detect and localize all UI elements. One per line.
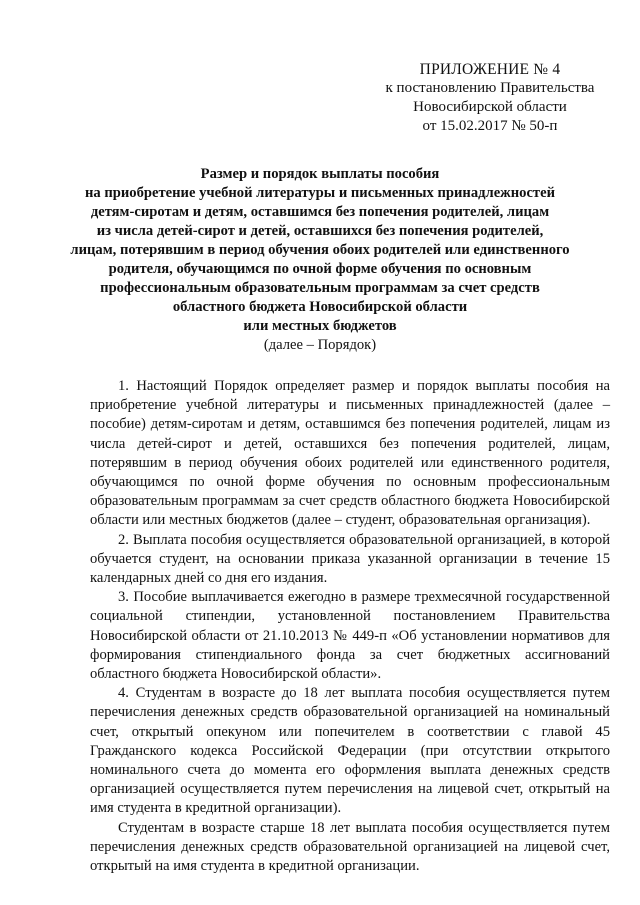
document-body (90, 377, 610, 876)
appendix-line-2: Новосибирской области (413, 99, 567, 115)
heading-line: профессиональным образовательным программам за счет средств (100, 280, 540, 296)
appendix-line-1: к постановлению Правительства (385, 80, 595, 96)
heading-line: Размер и порядок выплаты пособия (200, 166, 440, 182)
paragraph-2: 2. Выплата пособия осуществляется образовательной организацией, в которой обучается студент, на основании приказа указанной организации в течение 15 календарных дней со дня его издания. (90, 531, 610, 587)
heading-line: на приобретение учебной литературы и письменных принадлежностей (85, 185, 555, 201)
paragraph-1: 1. Настоящий Порядок определяет размер и порядок выплаты пособия на приобретение учебной литературы и письменных принадлежностей (далее – пособие) детям-сиротам и детям, оставшимся без попечения родителей, лицам из числа детей-сирот и детей, оставшихся без попечения родителей, лицам, потерявшим в период обучения обоих родителей или единственного родителя, обучающимся по очной форме обучения по основным профессиональным образовательным программам за счет средств областного бюджета Новосибирской области или местных бюджетов (далее – студент, образовательная организация). (90, 378, 610, 529)
heading-subtitle: (далее – Порядок) (263, 337, 377, 353)
heading-line: или местных бюджетов (243, 318, 397, 334)
appendix-title: ПРИЛОЖЕНИЕ № 4 (419, 61, 561, 78)
appendix-block (380, 60, 600, 136)
heading-line: детям-сиротам и детям, оставшимся без попечения родителей, лицам (90, 204, 550, 220)
heading-line: родителя, обучающимся по очной форме обучения по основным (108, 261, 532, 277)
paragraph-5: Студентам в возрасте старше 18 лет выплата пособия осуществляется путем перечисления денежных средств образовательной организацией на лицевой счет, открытый на имя студента в кредитной организации. (90, 819, 610, 875)
heading-line: областного бюджета Новосибирской области (172, 299, 468, 315)
document-heading (70, 165, 570, 355)
heading-line: из числа детей-сирот и детей, оставшихся без попечения родителей, (96, 223, 544, 239)
paragraph-4: 4. Студентам в возрасте до 18 лет выплата пособия осуществляется путем перечисления денежных средств образовательной организацией на номинальный счет, открытый опекуном или попечителем в соответствии с главой 45 Гражданского кодекса Российской Федерации (при отсутствии открытого номинального счета до момента его оформления выплата денежных средств организацией осуществляется путем перечисления на лицевой счет, открытый на имя студента в кредитной организации). (90, 685, 610, 817)
appendix-line-3: от 15.02.2017 № 50-п (422, 118, 558, 134)
heading-line: лицам, потерявшим в период обучения обоих родителей или единственного (70, 242, 570, 258)
paragraph-3: 3. Пособие выплачивается ежегодно в размере трехмесячной государственной социальной стипендии, установленной постановлением Правительства Новосибирской области от 21.10.2013 № 449-п «Об установлении нормативов для формирования стипендиального фонда за счет бюджетных ассигнований областного бюджета Новосибирской области». (90, 589, 610, 683)
